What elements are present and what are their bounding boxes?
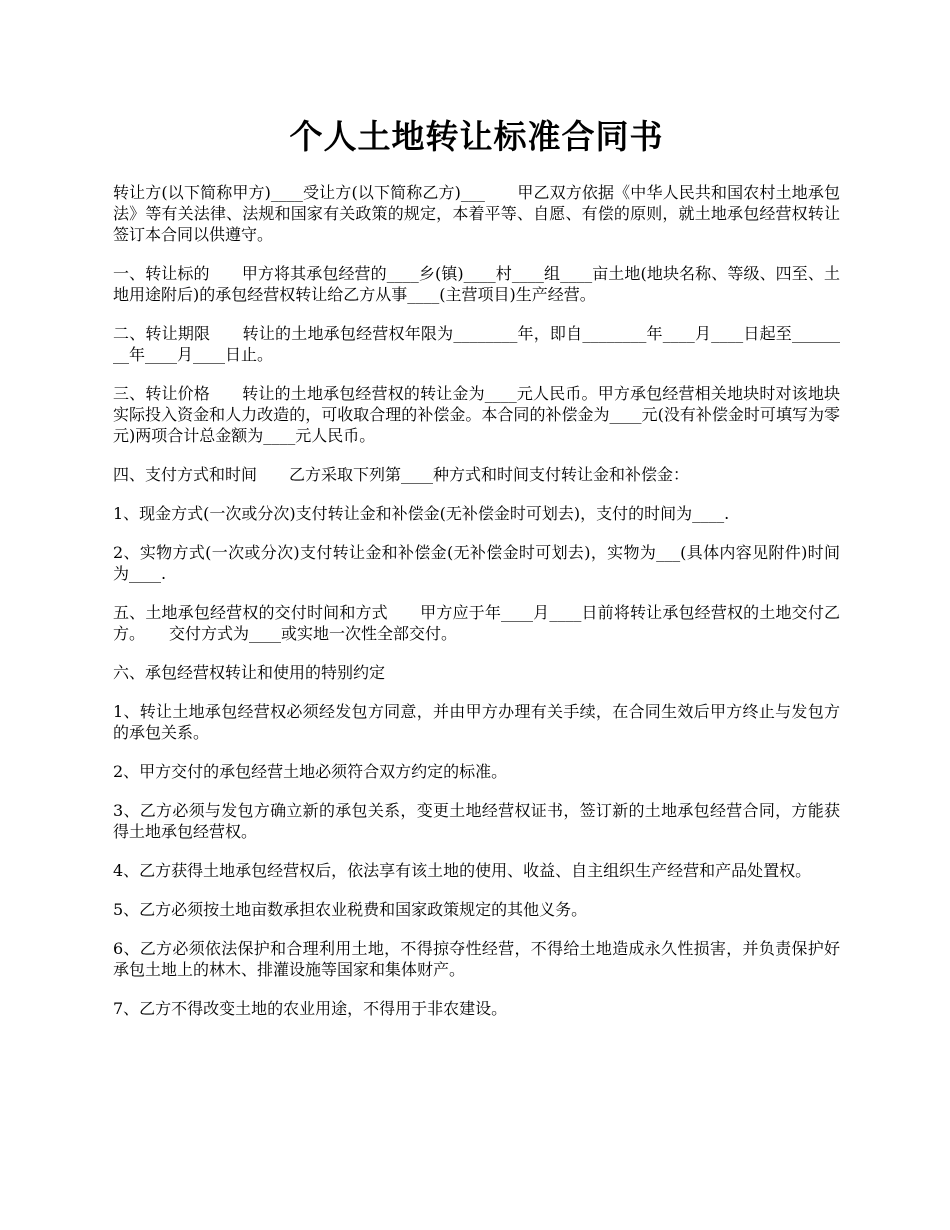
paragraph-clause-5: 5、乙方必须按土地亩数承担农业税费和国家政策规定的其他义务。 [113, 900, 588, 919]
paragraph-clause-2: 2、甲方交付的承包经营土地必须符合双方约定的标准。 [113, 762, 508, 781]
paragraph-clause-7: 7、乙方不得改变土地的农业用途，不得用于非农建设。 [113, 999, 508, 1018]
paragraph-section-2-term: 二、转让期限 转让的土地承包经营权年限为________年，即自________年____月____日起至________年____月____日止。 [113, 324, 840, 364]
paragraph-payment-option-2: 2、实物方式(一次或分次)支付转让金和补偿金(无补偿金时可划去)，实物为___(具体内容见附件)时间为____. [113, 543, 840, 583]
paragraph-clause-4: 4、乙方获得土地承包经营权后，依法享有该土地的使用、收益、自主组织生产经营和产品处置权。 [113, 861, 812, 880]
paragraph-clause-6: 6、乙方必须依法保护和合理利用土地，不得掠夺性经营，不得给土地造成永久性损害，并负责保护好承包土地上的林木、排灌设施等国家和集体财产。 [113, 939, 840, 979]
paragraph-section-1-subject: 一、转让标的 甲方将其承包经营的____乡(镇)____村____组____亩土地(地块名称、等级、四至、土地用途附后)的承包经营权转让给乙方从事____(主营项目)生产经营。 [113, 264, 840, 304]
paragraph-clause-3: 3、乙方必须与发包方确立新的承包关系，变更土地经营权证书，签订新的土地承包经营合同，方能获得土地承包经营权。 [113, 801, 840, 841]
paragraph-parties-preamble: 转让方(以下简称甲方)____受让方(以下简称乙方)___ 甲乙双方依据《中华人民共和国农村土地承包法》等有关法律、法规和国家有关政策的规定，本着平等、自愿、有偿的原则，就土地承包经营权转让签订本合同以供遵守。 [113, 183, 840, 244]
paragraph-section-4-payment: 四、支付方式和时间 乙方采取下列第____种方式和时间支付转让金和补偿金： [113, 465, 690, 484]
paragraph-clause-1: 1、转让土地承包经营权必须经发包方同意，并由甲方办理有关手续，在合同生效后甲方终止与发包方的承包关系。 [113, 702, 840, 742]
paragraph-section-3-price: 三、转让价格 转让的土地承包经营权的转让金为____元人民币。甲方承包经营相关地块时对该地块实际投入资金和人力改造的，可收取合理的补偿金。本合同的补偿金为____元(没有补偿金时可填写为零元)两项合计总金额为____元人民币。 [113, 384, 840, 445]
paragraph-section-5-delivery: 五、土地承包经营权的交付时间和方式 甲方应于年____月____日前将转让承包经营权的土地交付乙方。 交付方式为____或实地一次性全部交付。 [113, 603, 840, 643]
document-body [113, 182, 840, 1019]
paragraph-payment-option-1: 1、现金方式(一次或分次)支付转让金和补偿金(无补偿金时可划去)，支付的时间为____. [113, 504, 730, 523]
document-title: 个人土地转让标准合同书 [289, 117, 664, 156]
paragraph-section-6-heading: 六、承包经营权转让和使用的特别约定 [113, 663, 386, 682]
